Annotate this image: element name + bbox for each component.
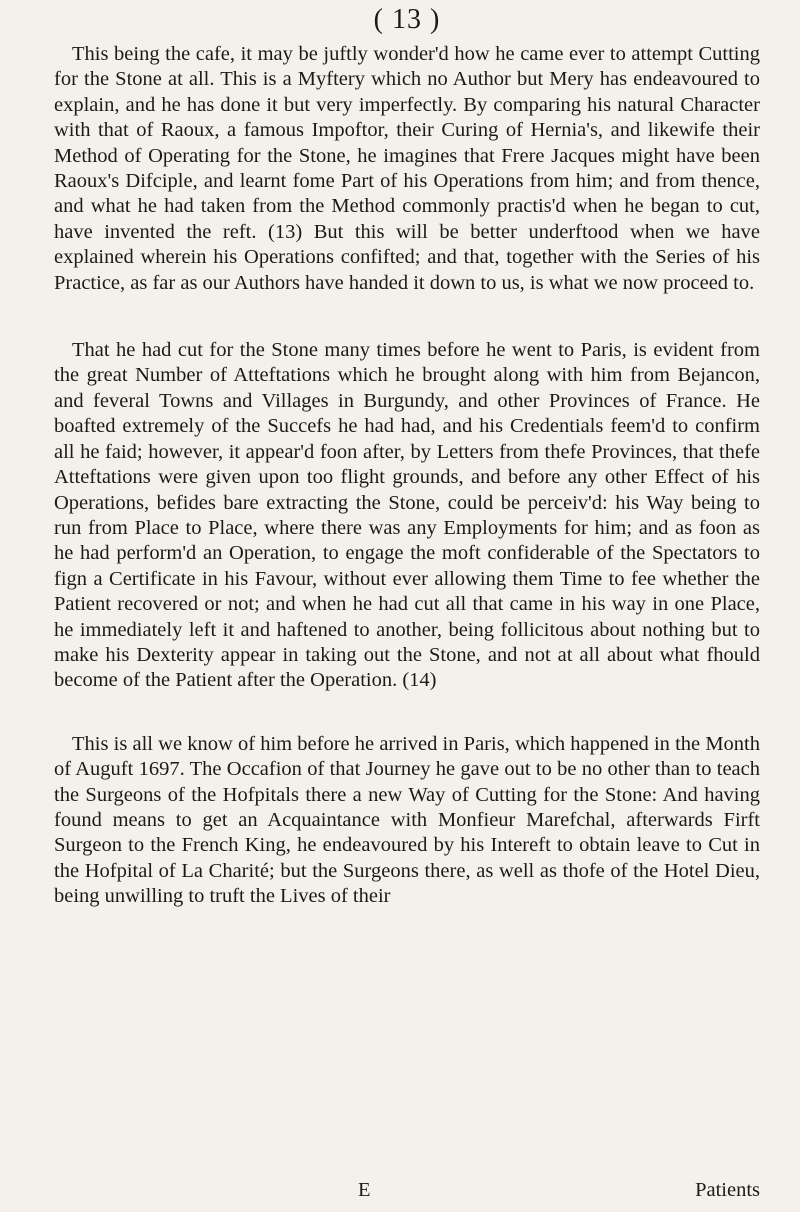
signature-mark: E — [358, 1179, 371, 1201]
paragraph-2: That he had cut for the Stone many times before he went to Paris, is evident from the great Number of Atteftations which he brought along with him from Bejancon, and feveral Towns and Villages in Burgundy, and other Provinces of France. He boafted extremely of the Succefs he had had, and his Credentials feem'd to confirm all he faid; however, it appear'd foon after, by Letters from thefe Provinces, that thefe Atteftations were given upon too flight grounds, and before any other Effect of his Operations, befides bare extracting the Stone, could be perceiv'd: his Way being to run from Place to Place, where there was any Employments for him; and as foon as he had perform'd an Operation, to engage the moft confiderable of the Spectators to fign a Certificate in his Favour, without ever allowing them Time to fee whether the Patient recovered or not; and when he had cut all that came in his way in one Place, he immediately left it and haftened to another, being follicitous about nothing but to make his Dexterity appear in taking out the Stone, and not at all about what fhould become of the Patient after the Operation. (14) — [54, 339, 760, 692]
catchword: Patients — [695, 1179, 760, 1201]
page-number: ( 13 ) — [373, 4, 441, 35]
paragraph-3: This is all we know of him before he arrived in Paris, which happened in the Month of Auguft 1697. The Occafion of that Journey he gave out to be no other than to teach the Surgeons of the Hofpitals there a new Way of Cutting for the Stone: And having found means to get an Acquaintance with Monfieur Marefchal, afterwards Firft Surgeon to the French King, he endeavoured by his Intereft to obtain leave to Cut in the Hofpital of La Charité; but the Surgeons there, as well as thofe of the Hotel Dieu, being unwilling to truft the Lives of their — [54, 732, 760, 908]
paragraph-1: This being the cafe, it may be juftly wonder'd how he came ever to attempt Cutting for the Stone at all. This is a Myftery which no Author but Mery has endeavoured to explain, and he has done it but very imperfectly. By comparing his natural Character with that of Raoux, a famous Impoftor, their Curing of Hernia's, and likewife their Method of Operating for the Stone, he imagines that Frere Jacques might have been Raoux's Difciple, and learnt fome Part of his Operations from him; and from thence, and what he had taken from the Method commonly practis'd when he began to cut, have invented the reft. (13) But this will be better underftood when we have explained wherein his Operations confifted; and that, together with the Series of his Practice, as far as our Authors have handed it down to us, is what we now proceed to. — [54, 43, 760, 294]
